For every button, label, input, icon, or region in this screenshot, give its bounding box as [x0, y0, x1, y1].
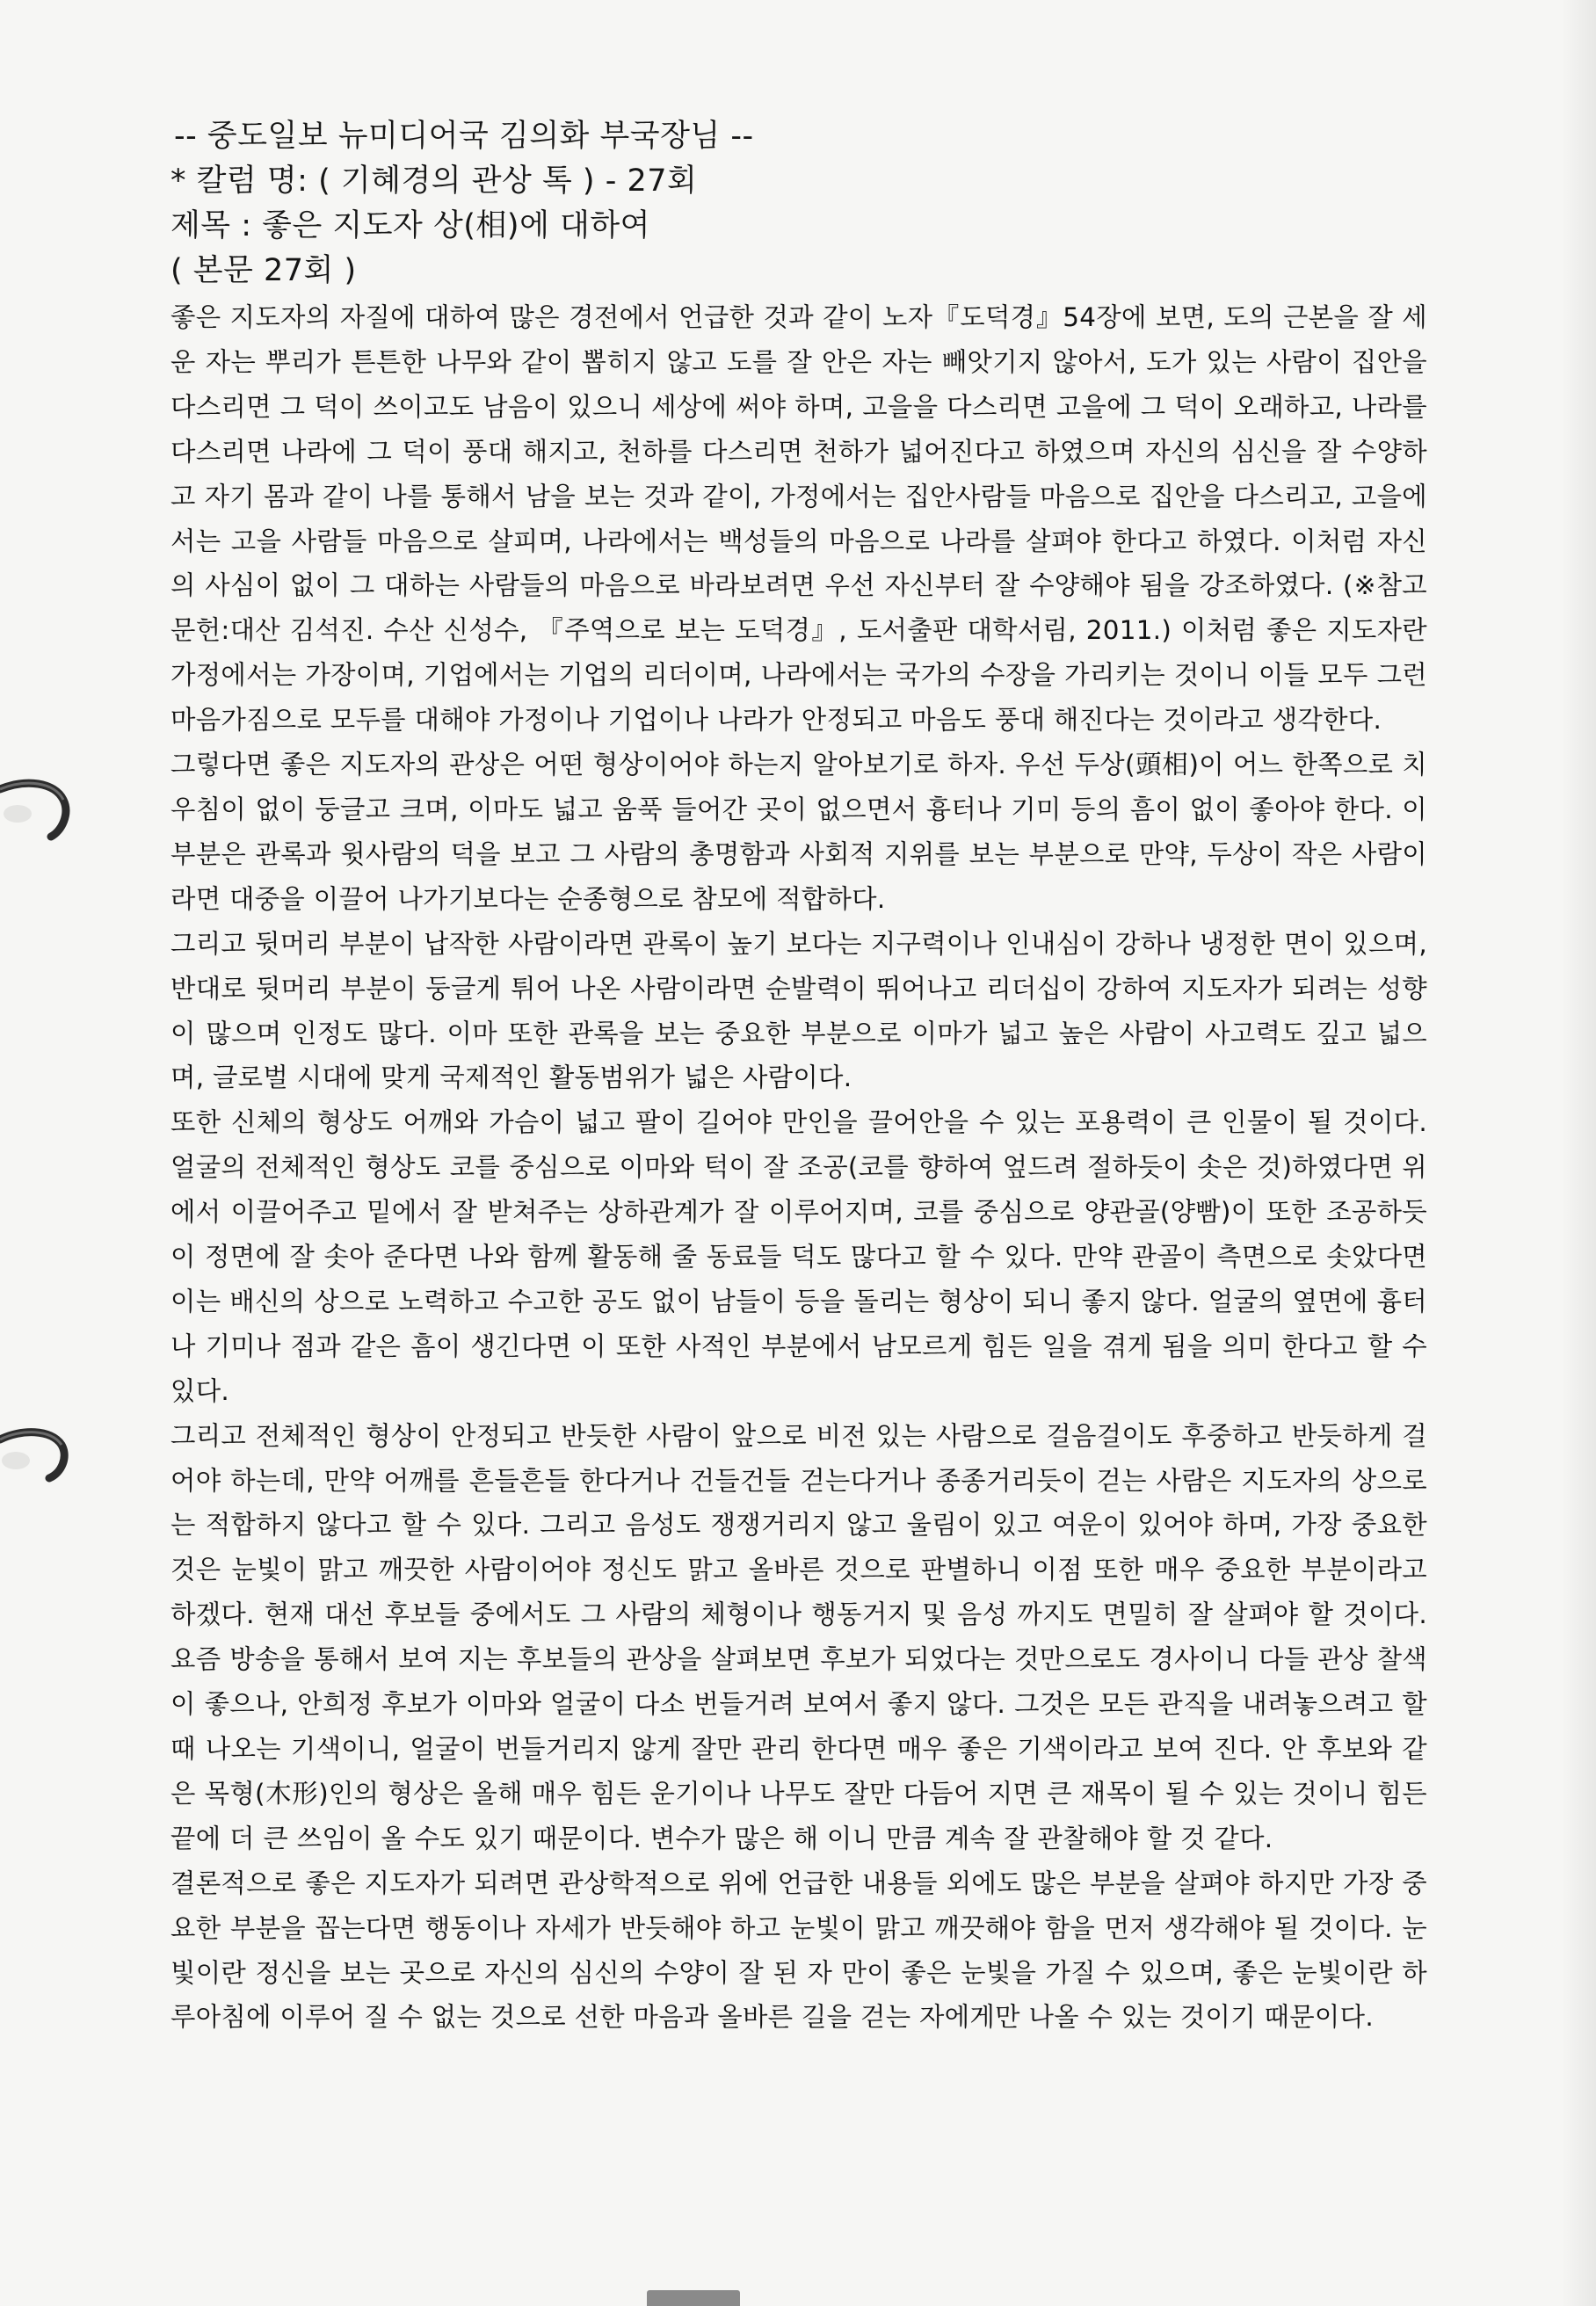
- body-paragraph: 그리고 전체적인 형상이 안정되고 반듯한 사람이 앞으로 비전 있는 사람으로 걸음걸이도 후중하고 반듯하게 걸어야 하는데, 만약 어깨를 흔들흔들 한다거나 건들건들 걷는다거나 종종거리듯이 걷는 사람은 지도자의 상으로는 적합하지 않다고 할 수 있다. 그리고 음성도 쟁쟁거리지 않고 울림이 있고 여운이 있어야 하며, 가장 중요한 것은 눈빛이 맑고 깨끗한 사람이어야 정신도 맑고 올바른 것으로 판별하니 이점 또한 매우 중요한 부분이라고 하겠다. 현재 대선 후보들 중에서도 그 사람의 체형이나 행동거지 및 음성 까지도 면밀히 잘 살펴야 할 것이다. 요즘 방송을 통해서 보여 지는 후보들의 관상을 살펴보면 후보가 되었다는 것만으로도 경사이니 다들 관상 찰색이 좋으나, 안희정 후보가 이마와 얼굴이 다소 번들거려 보여서 좋지 않다. 그것은 모든 관직을 내려놓으려고 할 때 나오는 기색이니, 얼굴이 번들거리지 않게 잘만 관리 한다면 매우 좋은 기색이라고 보여 진다. 안 후보와 같은 목형(木形)인의 형상은 올해 매우 힘든 운기이나 나무도 잘만 다듬어 지면 큰 재목이 될 수 있는 것이니 힘든 끝에 더 큰 쓰임이 올 수도 있기 때문이다. 변수가 많은 해 이니 만큼 계속 잘 관찰해야 할 것 같다.: [170, 1420, 1427, 1853]
- body-paragraph: 그리고 뒷머리 부분이 납작한 사람이라면 관록이 높기 보다는 지구력이나 인내심이 강하나 냉정한 면이 있으며, 반대로 뒷머리 부분이 둥글게 튀어 나온 사람이라면 순발력이 뛰어나고 리더십이 강하여 지도자가 되려는 성향이 많으며 인정도 많다. 이마 또한 관록을 보는 중요한 부분으로 이마가 넓고 높은 사람이 사고력도 깊고 넓으며, 글로벌 시대에 맞게 국제적인 활동범위가 넓은 사람이다.: [170, 928, 1427, 1093]
- body-paragraph: 결론적으로 좋은 지도자가 되려면 관상학적으로 위에 언급한 내용들 외에도 많은 부분을 살펴야 하지만 가장 중요한 부분을 꼽는다면 행동이나 자세가 반듯해야 하고 눈빛이 맑고 깨끗해야 함을 먼저 생각해야 될 것이다. 눈빛이란 정신을 보는 곳으로 자신의 심신의 수양이 잘 된 자 만이 좋은 눈빛을 가질 수 있으며, 좋은 눈빛이란 하루아침에 이루어 질 수 없는 것으로 선한 마음과 올바른 길을 걷는 자에게만 나올 수 있는 것이기 때문이다.: [170, 1867, 1427, 2033]
- article: [170, 114, 1427, 2040]
- byline: -- 중도일보 뉴미디어국 김의화 부국장님 --: [174, 119, 754, 154]
- body-paragraph: 그렇다면 좋은 지도자의 관상은 어떤 형상이어야 하는지 알아보기로 하자. 우선 두상(頭相)이 어느 한쪽으로 치우침이 없이 둥글고 크며, 이마도 넓고 움푹 들어간 곳이 없으면서 흉터나 기미 등의 흠이 없이 좋아야 한다. 이 부분은 관록과 윗사람의 덕을 보고 그 사람의 총명함과 사회적 지위를 보는 부분으로 만약, 두상이 작은 사람이라면 대중을 이끌어 나가기보다는 순종형으로 참모에 적합하다.: [170, 750, 1427, 914]
- body-paragraph: 또한 신체의 형상도 어깨와 가슴이 넓고 팔이 길어야 만인을 끌어안을 수 있는 포용력이 큰 인물이 될 것이다. 얼굴의 전체적인 형상도 코를 중심으로 이마와 턱이 잘 조공(코를 향하여 엎드려 절하듯이 솟은 것)하였다면 위에서 이끌어주고 밑에서 잘 받쳐주는 상하관계가 잘 이루어지며, 코를 중심으로 양관골(양빰)이 또한 조공하듯이 정면에 잘 솟아 준다면 나와 함께 활동해 줄 동료들 덕도 많다고 할 수 있다. 만약 관골이 측면으로 솟았다면 이는 배신의 상으로 노력하고 수고한 공도 없이 남들이 등을 돌리는 형상이 되니 좋지 않다. 얼굴의 옆면에 흉터나 기미나 점과 같은 흠이 생긴다면 이 또한 사적인 부분에서 남모르게 힘든 일을 겪게 됨을 의미 한다고 할 수 있다.: [170, 1107, 1427, 1406]
- scanner-tab: [647, 2290, 740, 2306]
- binder-ring-icon: [0, 1404, 88, 1483]
- article-subject: 제목 : 좋은 지도자 상(相)에 대하여: [170, 208, 650, 243]
- page-edge-shadow: [1561, 0, 1596, 2306]
- article-body: [170, 295, 1427, 2040]
- binder-ring-icon: [0, 763, 88, 842]
- body-paragraph: 좋은 지도자의 자질에 대하여 많은 경전에서 언급한 것과 같이 노자『도덕경』54장에 보면, 도의 근본을 잘 세운 자는 뿌리가 튼튼한 나무와 같이 뽑히지 않고 도를 잘 안은 자는 빼앗기지 않아서, 도가 있는 사람이 집안을 다스리면 그 덕이 쓰이고도 남음이 있으니 세상에 써야 하며, 고을을 다스리면 고을에 그 덕이 오래하고, 나라를 다스리면 나라에 그 덕이 풍대 해지고, 천하를 다스리면 천하가 넓어진다고 하였으며 자신의 심신을 잘 수양하고 자기 몸과 같이 나를 통해서 남을 보는 것과 같이, 가정에서는 집안사람들 마음으로 집안을 다스리고, 고을에서는 고을 사람들 마음으로 살피며, 나라에서는 백성들의 마음으로 나라를 살펴야 한다고 하였다. 이처럼 자신의 사심이 없이 그 대하는 사람들의 마음으로 바라보려면 우선 자신부터 잘 수양해야 됨을 강조하였다. (※참고문헌:대산 김석진. 수산 신성수, 『주역으로 보는 도덕경』, 도서출판 대학서림, 2011.) 이처럼 좋은 지도자란 가정에서는 가장이며, 기업에서는 기업의 리더이며, 나라에서는 국가의 수장을 가리키는 것이니 이들 모두 그런 마음가짐으로 모두를 대해야 가정이나 기업이나 나라가 안정되고 마음도 풍대 해진다는 것이라고 생각한다.: [170, 302, 1427, 736]
- column-name: * 칼럼 명: ( 기혜경의 관상 톡 ) - 27회: [170, 163, 698, 199]
- section-label: ( 본문 27회 ): [170, 253, 357, 288]
